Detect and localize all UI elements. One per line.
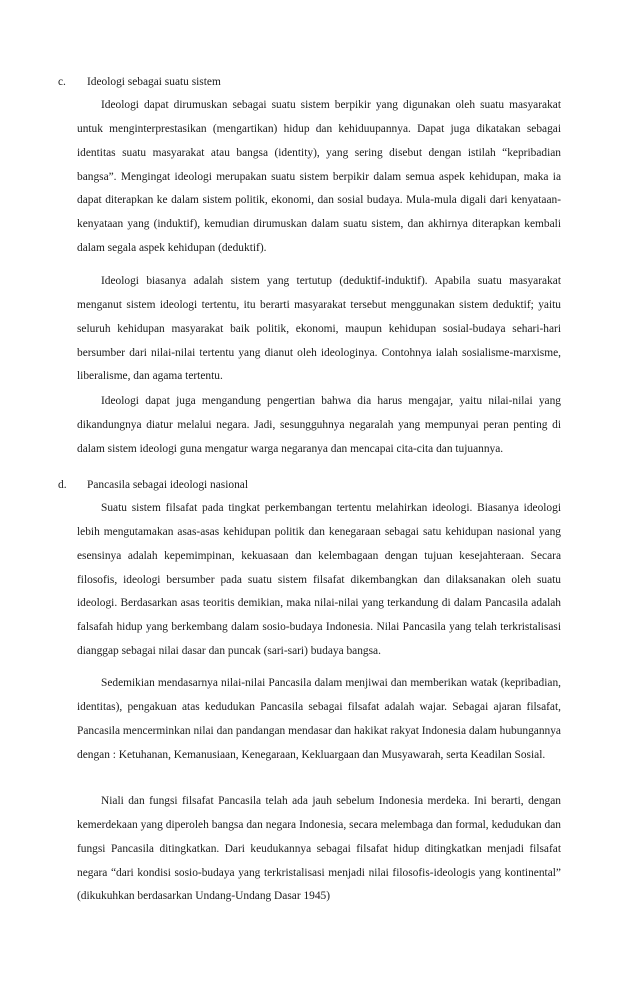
section-c-heading (58, 74, 358, 90)
section-d-paragraph-1: Suatu sistem filsafat pada tingkat perkembangan tertentu melahirkan ideologi. Biasanya ideologi lebih mengutamakan asas-asas kehidupan politik dan kenegaraan sebagai satu kehidupan nasional yang esensinya adalah kepemimpinan, kekuasaan dan kelembagaan dengan tujuan kesejahteraan. Secara filosofis, ideologi bersumber pada suatu sistem filsafat dikembangkan dan dilaksanakan oleh suatu ideologi. Berdasarkan asas teoritis demikian, maka nilai-nilai yang terkandung di dalam Pancasila adalah falsafah hidup yang berkembang dalam sosio-budaya Indonesia. Nilai Pancasila yang telah terkristalisasi dianggap sebagai nilai dasar dan puncak (sari-sari) budaya bangsa. (77, 502, 561, 658)
section-d-paragraph-2: Sedemikian mendasarnya nilai-nilai Pancasila dalam menjiwai dan memberikan watak (kepribadian, identitas), pengakuan atas kedudukan Pancasila sebagai filsafat adalah wajar. Sebagai ajaran filsafat, Pancasila mencerminkan nilai dan pandangan mendasar dan hakikat rakyat Indonesia dalam hubungannya dengan : Ketuhanan, Kemanusiaan, Kenegaraan, Kekluargaan dan Musyawarah, serta Keadilan Sosial. (77, 677, 561, 761)
section-c-marker: c. (58, 76, 66, 88)
section-d-paragraph-3: Niali dan fungsi filsafat Pancasila telah ada jauh sebelum Indonesia merdeka. Ini berarti, dengan kemerdekaan yang diperoleh bangsa dan negara Indonesia, secara melembaga dan formal, kedudukan dan fungsi Pancasila ditingkatkan. Dari keudukannya sebagai filsafat hidup ditingkatkan menjadi filsafat negara “dari kondisi sosio-budaya yang terkristalisasi menjadi nilai filosofis-ideologis yang kontinental” (dikukuhkan berdasarkan Undang-Undang Dasar 1945) (77, 795, 561, 903)
section-d-marker: d. (58, 479, 67, 491)
section-c-paragraph-3: Ideologi dapat juga mengandung pengertian bahwa dia harus mengajar, yaitu nilai-nilai yang dikandungnya diatur melalui negara. Jadi, sesungguhnya negaralah yang mempunyai peran penting di dalam sistem ideologi guna mengatur warga negaranya dan mencapai cita-cita dan tujuannya. (77, 395, 561, 455)
section-c-title: Ideologi sebagai suatu sistem (87, 76, 221, 88)
section-c-paragraph-2: Ideologi biasanya adalah sistem yang tertutup (deduktif-induktif). Apabila suatu masyarakat menganut sistem ideologi tertentu, itu berarti masyarakat tersebut menggunakan sistem deduktif; yaitu seluruh kehidupan masyarakat baik politik, ekonomi, maupun kehidupan sosial-budaya sehari-hari bersumber dari nilai-nilai tertentu yang dianut oleh ideologinya. Contohnya ialah sosialisme-marxisme, liberalisme, dan agama tertentu. (77, 275, 561, 383)
section-d-heading (58, 477, 358, 493)
section-c-paragraph-1: Ideologi dapat dirumuskan sebagai suatu sistem berpikir yang digunakan oleh suatu masyarakat untuk menginterprestasikan (mengartikan) hidup dan kehiduupannya. Dapat juga dikatakan sebagai identitas suatu masyarakat atau bangsa (identity), yang sering disebut dengan istilah “kepribadian bangsa”. Mengingat ideologi merupakan suatu sistem berpikir dalam semua aspek kehidupan, maka ia dapat diterapkan ke dalam sistem politik, ekonomi, dan sosial budaya. Mula-mula digali dari kenyataan-kenyataan yang (induktif), kemudian dirumuskan dalam suatu sistem, dan akhirnya diterapkan kembali dalam segala aspek kehidupan (deduktif). (77, 99, 561, 255)
section-d-title: Pancasila sebagai ideologi nasional (87, 479, 249, 491)
